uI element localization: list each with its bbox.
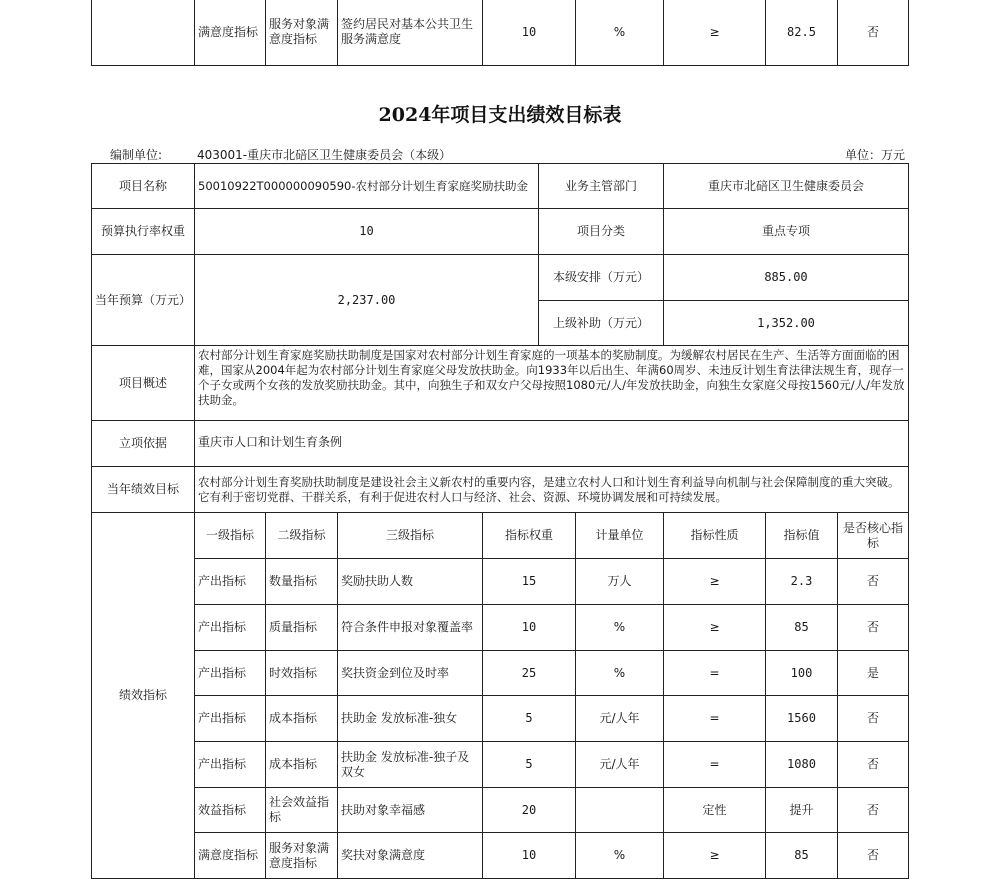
- performance-target-table: [91, 163, 909, 879]
- table-row: [92, 605, 909, 651]
- value-cell: 1080: [766, 742, 838, 788]
- table-row: [92, 346, 909, 421]
- indicator-header-row: [92, 513, 909, 559]
- goal-value: 农村部分计划生育奖励扶助制度是建设社会主义新农村的重要内容，是建立农村人口和计划生育利益导向机制与社会保障制度的重大突破。它有利于密切党群、干群关系，有利于促进农村人口与经济、社会、资源、环境协调发展和可持续发展。: [195, 467, 909, 513]
- upper-label: 上级补助（万元）: [539, 301, 664, 346]
- header-level2: 二级指标: [266, 513, 338, 559]
- empty-cell: [92, 0, 195, 66]
- dept-value: 重庆市北碚区卫生健康委员会: [664, 164, 909, 209]
- table-row: [92, 421, 909, 467]
- weight-cell: 5: [483, 742, 576, 788]
- nature-cell: 定性: [664, 788, 766, 833]
- table-row: [92, 209, 909, 255]
- level1-cell: 产出指标: [195, 559, 266, 605]
- unit-cell: 元/人年: [576, 696, 664, 742]
- level2-cell: 社会效益指标: [266, 788, 338, 833]
- is-core-cell: 否: [838, 742, 909, 788]
- header-is-core: 是否核心指标: [838, 513, 909, 559]
- indicators-section-label: 绩效指标: [92, 513, 195, 879]
- unit-cell: [576, 788, 664, 833]
- level3-cell: 签约居民对基本公共卫生服务满意度: [338, 0, 483, 66]
- level2-cell: 成本指标: [266, 696, 338, 742]
- compiler-value: 403001-重庆市北碚区卫生健康委员会（本级）: [197, 148, 452, 162]
- project-name-value: 50010922T000000090590-农村部分计划生育家庭奖励扶助金: [195, 164, 539, 209]
- value-cell: 82.5: [766, 0, 838, 66]
- weight-cell: 20: [483, 788, 576, 833]
- page-title: 2024年项目支出绩效目标表: [378, 104, 622, 126]
- level3-cell: 符合条件申报对象覆盖率: [338, 605, 483, 651]
- nature-cell: =: [664, 742, 766, 788]
- unit-cell: %: [576, 651, 664, 696]
- header-level3: 三级指标: [338, 513, 483, 559]
- level1-cell: 产出指标: [195, 742, 266, 788]
- compiler-label: 编制单位:: [110, 148, 163, 162]
- weight-cell: 10: [483, 833, 576, 879]
- unit-label: 单位：万元: [844, 148, 905, 162]
- table-row: [92, 742, 909, 788]
- header-unit: 计量单位: [576, 513, 664, 559]
- nature-cell: ≥: [664, 605, 766, 651]
- is-core-cell: 是: [838, 651, 909, 696]
- is-core-cell: 否: [838, 559, 909, 605]
- level3-cell: 奖扶资金到位及时率: [338, 651, 483, 696]
- weight-cell: 5: [483, 696, 576, 742]
- level1-cell: 产出指标: [195, 651, 266, 696]
- nature-cell: ≥: [664, 0, 766, 66]
- is-core-cell: 否: [838, 788, 909, 833]
- table-row: [92, 696, 909, 742]
- overview-value: 农村部分计划生育家庭奖励扶助制度是国家对农村部分计划生育家庭的一项基本的奖励制度。为缓解农村居民在生产、生活等方面面临的困难，国家从2004年起为农村部分计划生育家庭父母发放扶助金。向1933年以后出生、年满60周岁、未违反计划生育法律法规生育，现存一个子女或两个女孩的发放奖励扶助金。其中，向独生子和双女户父母按照1080元/人/年发放扶助金，向独生女家庭父母按1560元/人/年发放扶助金。: [195, 346, 909, 421]
- level2-cell: 服务对象满意度指标: [266, 0, 338, 66]
- table-row: [92, 651, 909, 696]
- exec-weight-value: 10: [195, 209, 539, 255]
- table-row: [92, 833, 909, 879]
- value-cell: 1560: [766, 696, 838, 742]
- nature-cell: =: [664, 651, 766, 696]
- table-row: [92, 255, 909, 301]
- table-row: [92, 788, 909, 833]
- header-value: 指标值: [766, 513, 838, 559]
- level2-cell: 质量指标: [266, 605, 338, 651]
- category-label: 项目分类: [539, 209, 664, 255]
- value-cell: 提升: [766, 788, 838, 833]
- category-value: 重点专项: [664, 209, 909, 255]
- local-label: 本级安排（万元）: [539, 255, 664, 301]
- header-nature: 指标性质: [664, 513, 766, 559]
- unit-cell: %: [576, 833, 664, 879]
- level2-cell: 服务对象满意度指标: [266, 833, 338, 879]
- level3-cell: 扶助对象幸福感: [338, 788, 483, 833]
- level2-cell: 时效指标: [266, 651, 338, 696]
- nature-cell: ≥: [664, 559, 766, 605]
- is-core-cell: 否: [838, 696, 909, 742]
- nature-cell: =: [664, 696, 766, 742]
- level1-cell: 产出指标: [195, 605, 266, 651]
- table-row: [92, 0, 909, 66]
- unit-cell: 万人: [576, 559, 664, 605]
- goal-label: 当年绩效目标: [92, 467, 195, 513]
- value-cell: 85: [766, 605, 838, 651]
- level2-cell: 成本指标: [266, 742, 338, 788]
- basis-label: 立项依据: [92, 421, 195, 467]
- header-weight: 指标权重: [483, 513, 576, 559]
- level3-cell: 扶助金 发放标准-独子及双女: [338, 742, 483, 788]
- level2-cell: 数量指标: [266, 559, 338, 605]
- exec-weight-label: 预算执行率权重: [92, 209, 195, 255]
- is-core-cell: 否: [838, 605, 909, 651]
- weight-cell: 15: [483, 559, 576, 605]
- table-row: [92, 467, 909, 513]
- budget-value: 2,237.00: [195, 255, 539, 346]
- is-core-cell: 否: [838, 0, 909, 66]
- value-cell: 100: [766, 651, 838, 696]
- value-cell: 85: [766, 833, 838, 879]
- upper-value: 1,352.00: [664, 301, 909, 346]
- level3-cell: 奖励扶助人数: [338, 559, 483, 605]
- value-cell: 2.3: [766, 559, 838, 605]
- level1-cell: 产出指标: [195, 696, 266, 742]
- level3-cell: 奖扶对象满意度: [338, 833, 483, 879]
- local-value: 885.00: [664, 255, 909, 301]
- level3-cell: 扶助金 发放标准-独女: [338, 696, 483, 742]
- level1-cell: 效益指标: [195, 788, 266, 833]
- is-core-cell: 否: [838, 833, 909, 879]
- weight-cell: 10: [483, 0, 576, 66]
- unit-cell: 元/人年: [576, 742, 664, 788]
- dept-label: 业务主管部门: [539, 164, 664, 209]
- level1-cell: 满意度指标: [195, 0, 266, 66]
- budget-label: 当年预算（万元）: [92, 255, 195, 346]
- table-row: [92, 164, 909, 209]
- header-level1: 一级指标: [195, 513, 266, 559]
- unit-cell: %: [576, 0, 664, 66]
- previous-indicator-table: [91, 0, 909, 66]
- project-name-label: 项目名称: [92, 164, 195, 209]
- weight-cell: 25: [483, 651, 576, 696]
- weight-cell: 10: [483, 605, 576, 651]
- table-row: [92, 559, 909, 605]
- nature-cell: ≥: [664, 833, 766, 879]
- unit-cell: %: [576, 605, 664, 651]
- basis-value: 重庆市人口和计划生育条例: [195, 421, 909, 467]
- level1-cell: 满意度指标: [195, 833, 266, 879]
- overview-label: 项目概述: [92, 346, 195, 421]
